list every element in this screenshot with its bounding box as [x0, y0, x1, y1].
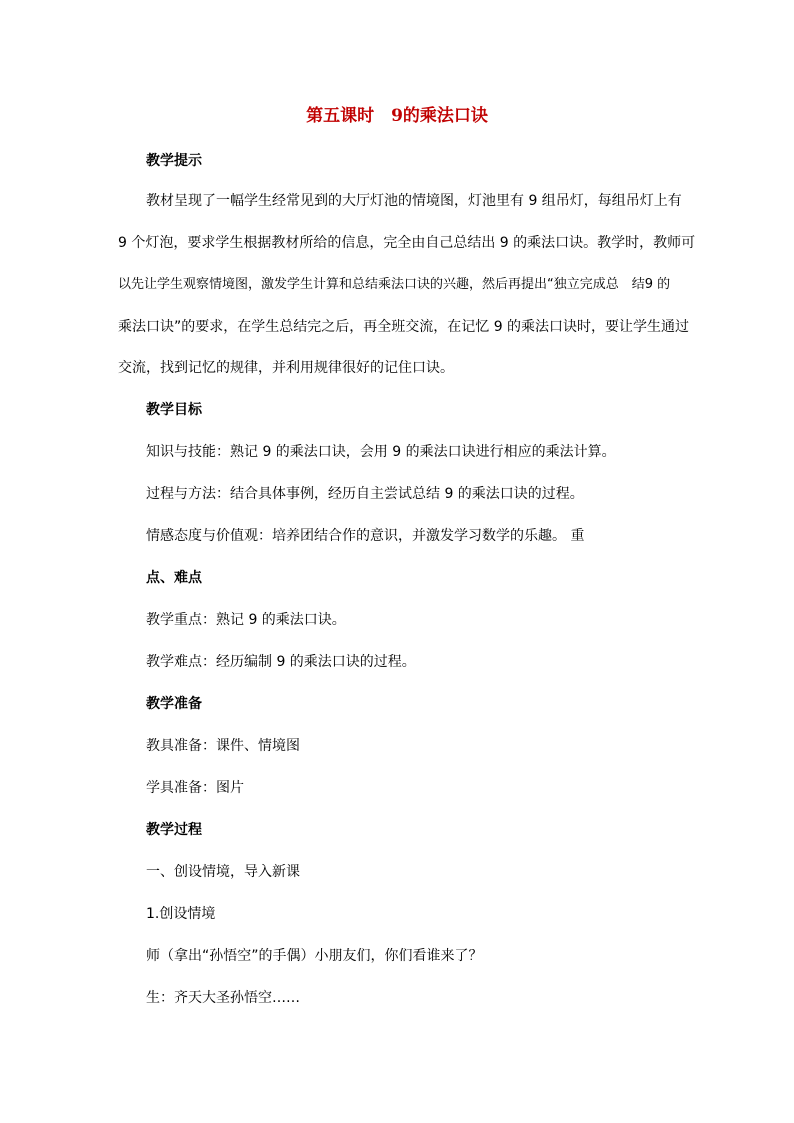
teaching-process-heading: 教学过程 [146, 822, 202, 838]
dialog-teacher: 师（拿出“孙悟空”的手偶）小朋友们，你们看谁来了？ [146, 948, 483, 964]
teacher-preparation: 教具准备：课件、情境图 [146, 738, 300, 754]
goal-process: 过程与方法：结合具体事例，经历自主尝试总结 9 的乘法口诀的过程。 [146, 486, 584, 502]
key-points-heading: 点、难点 [146, 570, 202, 586]
step-one-sub: 1.创设情境 [146, 906, 216, 922]
key-point: 教学重点：熟记 9 的乘法口诀。 [146, 612, 346, 628]
dialog-student: 生：齐天大圣孙悟空…… [146, 990, 300, 1006]
teaching-goals-heading: 教学目标 [146, 402, 202, 418]
hint-paragraph-line: 交流，找到记忆的规律，并利用规律很好的记住口诀。 [118, 360, 454, 376]
student-preparation: 学具准备：图片 [146, 780, 244, 796]
page-title: 第五课时 9的乘法口诀 [306, 106, 488, 126]
step-one: 一、创设情境，导入新课 [146, 864, 300, 880]
goal-knowledge: 知识与技能：熟记 9 的乘法口诀，会用 9 的乘法口诀进行相应的乘法计算。 [146, 444, 616, 460]
hint-paragraph-line: 以先让学生观察情境图，激发学生计算和总结乘法口诀的兴趣，然后再提出“独立完成总 结9 的 [118, 277, 671, 292]
hint-paragraph-line: 教材呈现了一幅学生经常见到的大厅灯池的情境图，灯池里有 9 组吊灯，每组吊灯上有 [146, 193, 682, 209]
difficult-point: 教学难点：经历编制 9 的乘法口诀的过程。 [146, 654, 416, 670]
hint-paragraph-line: 9 个灯泡，要求学生根据教材所给的信息，完全由自己总结出 9 的乘法口诀。教学时，教师可 [118, 235, 696, 251]
preparation-heading: 教学准备 [146, 696, 202, 712]
goal-emotion: 情感态度与价值观：培养团结合作的意识，并激发学习数学的乐趣。 重 [146, 528, 585, 544]
teaching-hint-heading: 教学提示 [146, 153, 202, 169]
hint-paragraph-line: 乘法口诀”的要求，在学生总结完之后，再全班交流，在记忆 9 的乘法口诀时，要让学生通过 [118, 319, 690, 335]
